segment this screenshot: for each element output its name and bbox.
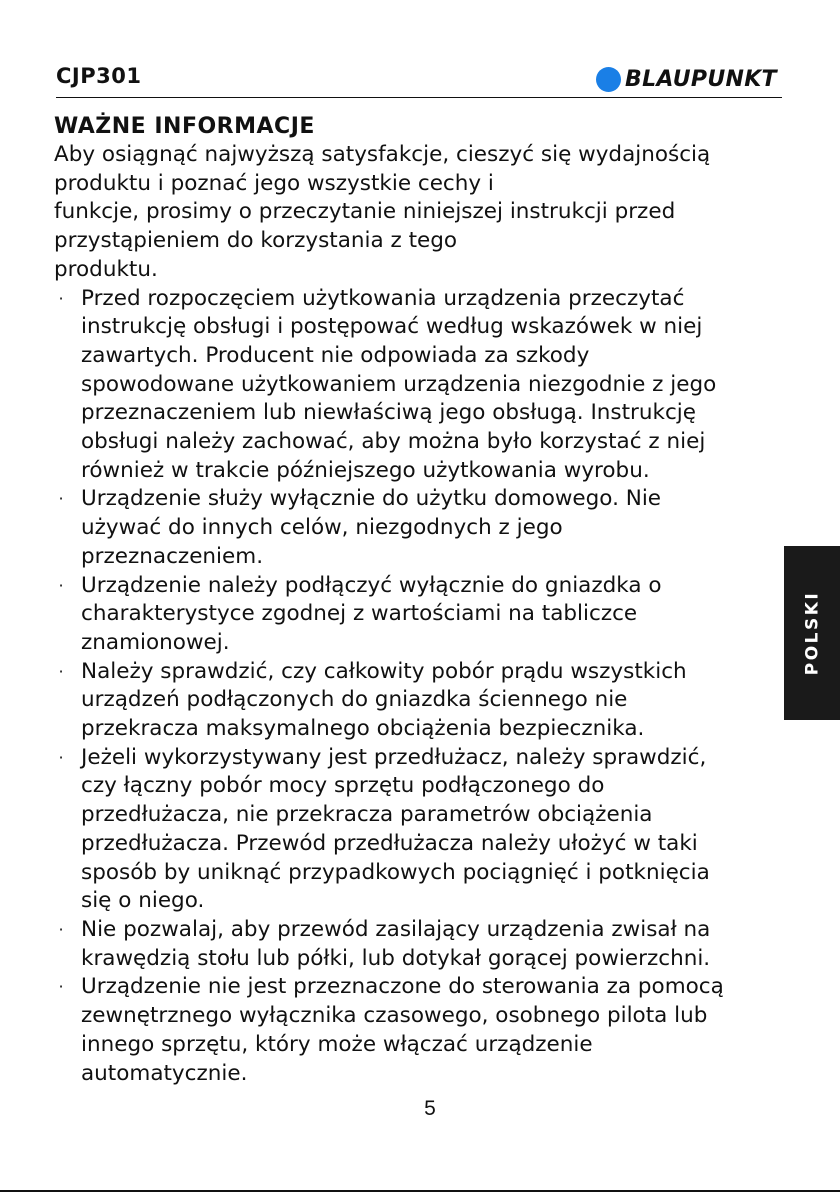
list-item-line: Urządzenie nie jest przeznaczone do sterowania za pomocą [81, 974, 724, 1000]
intro-line: Aby osiągnąć najwyższą satysfakcje, cieszyć się wydajnością [54, 142, 711, 167]
list-item [54, 658, 782, 744]
list-item [54, 285, 782, 486]
list-item-line: automatycznie. [81, 1060, 248, 1086]
list-item-line: Urządzenie należy podłączyć wyłącznie do gniazdka o [81, 572, 662, 598]
intro-line: przystąpieniem do korzystania z tego [54, 228, 458, 254]
list-item-line: obsługi należy zachować, aby można było korzystać z niej [81, 429, 706, 455]
bullet-icon: · [58, 747, 64, 767]
list-item-line: przeznaczeniem. [81, 543, 264, 569]
main-content [54, 113, 782, 1088]
section-title: WAŻNE INFORMACJE [54, 114, 315, 139]
list-item-line: Przed rozpoczęciem użytkowania urządzenia przeczytać [81, 285, 685, 311]
bullet-icon: · [58, 661, 64, 681]
model-number: CJP301 [56, 64, 142, 88]
list-item-line: Urządzenie służy wyłącznie do użytku domowego. Nie [81, 486, 662, 512]
brand-name: BLAUPUNKT [625, 66, 777, 92]
list-item-line: charakterystyce zgodnej z wartościami na tabliczce [81, 601, 638, 627]
brand-logo [596, 64, 777, 94]
list-item-line: przedłużacza. Przewód przedłużacza należy ułożyć w taki [81, 830, 698, 856]
intro-paragraph [54, 141, 782, 285]
list-item-line: krawędzią stołu lub półki, lub dotykał gorącej powierzchni. [81, 945, 711, 971]
list-item-line: spowodowane użytkowaniem urządzenia niezgodnie z jego [81, 371, 717, 397]
bullet-icon: · [58, 977, 64, 997]
list-item-line: sposób by uniknąć przypadkowych pociągnięć i potknięcia [81, 859, 710, 885]
page-number: 5 [424, 1097, 436, 1120]
list-item-line: Jeżeli wykorzystywany jest przedłużacz, należy sprawdzić, [81, 744, 707, 770]
intro-line: produktu. [54, 256, 158, 282]
list-item [54, 973, 782, 1088]
bullet-icon: · [58, 575, 64, 595]
brand-dot-icon [596, 67, 621, 92]
list-item-line: również w trakcie późniejszego użytkowania wyrobu. [81, 457, 650, 483]
list-item-line: zewnętrznego wyłącznika czasowego, osobnego pilota lub [81, 1003, 708, 1029]
bullet-list [54, 285, 782, 1089]
language-tab [784, 546, 840, 720]
intro-line: produktu i poznać jego wszystkie cechy i [54, 170, 494, 196]
language-tab-label: POLSKI [802, 590, 822, 676]
intro-line: funkcje, prosimy o przeczytanie niniejszej instrukcji przed [54, 199, 676, 225]
list-item-line: przedłużacza, nie przekracza parametrów obciążenia [81, 802, 653, 828]
bullet-icon: · [58, 288, 64, 308]
list-item [54, 485, 782, 571]
list-item-line: przekracza maksymalnego obciążenia bezpiecznika. [81, 716, 645, 742]
bullet-icon: · [58, 919, 64, 939]
list-item-line: Należy sprawdzić, czy całkowity pobór prądu wszystkich [81, 658, 687, 684]
list-item-line: przeznaczeniem lub niewłaściwą jego obsługą. Instrukcję [81, 400, 696, 426]
list-item-line: znamionowej. [81, 629, 230, 655]
list-item [54, 916, 782, 973]
list-item [54, 572, 782, 658]
bullet-icon: · [58, 489, 64, 509]
list-item-line: Nie pozwalaj, aby przewód zasilający urządzenia zwisał na [81, 916, 711, 942]
list-item-line: zawartych. Producent nie odpowiada za szkody [81, 342, 590, 368]
list-item [54, 744, 782, 916]
header-divider [56, 97, 782, 98]
list-item-line: używać do innych celów, niezgodnych z jego [81, 515, 563, 541]
list-item-line: czy łączny pobór mocy sprzętu podłączonego do [81, 773, 605, 799]
list-item-line: innego sprzętu, który może włączać urządzenie [81, 1031, 593, 1057]
list-item-line: instrukcję obsługi i postępować według wskazówek w niej [81, 314, 703, 340]
list-item-line: się o niego. [81, 888, 205, 914]
list-item-line: urządzeń podłączonych do gniazdka ściennego nie [81, 687, 628, 713]
